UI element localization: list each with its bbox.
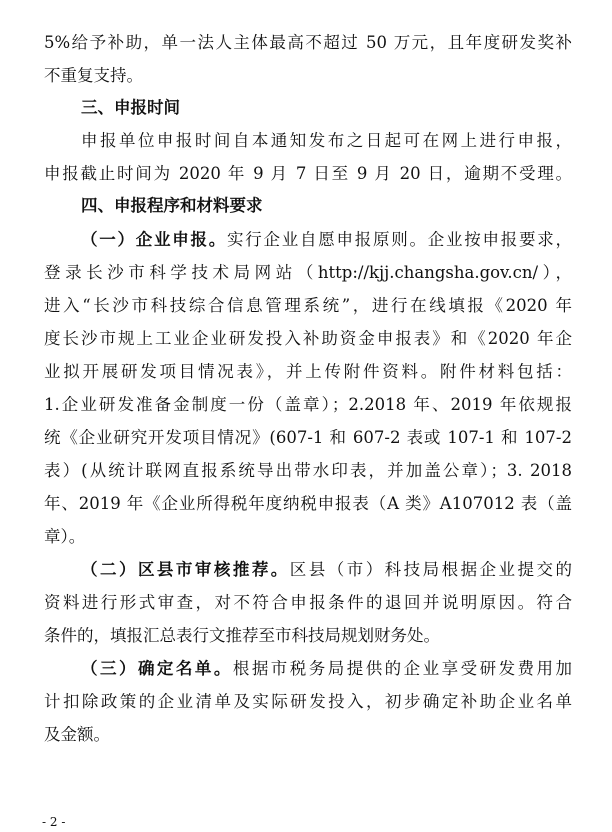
paragraph-line: 年、2019 年《企业所得税年度纳税申报表（A 类》A107012 表（盖 (44, 494, 572, 513)
paragraph-line: 1.企业研发准备金制度一份（盖章）；2.2018 年、2019 年依规报 (44, 395, 572, 414)
paragraph-line (81, 229, 572, 251)
paragraph-text: 实行企业自愿申报原则。企业按申报要求， (227, 230, 572, 249)
paragraph-line: 条件的，填报汇总表行文推荐至市科技局规划财务处。 (44, 626, 440, 645)
paragraph-line: 申报截止时间为 2020 年 9 月 7 日至 9 月 20 日，逾期不受理。 (44, 164, 572, 183)
paragraph-line: 业拟开展研发项目情况表》，并上传附件资料。附件材料包括： (44, 362, 572, 381)
paragraph-line (81, 559, 572, 581)
paragraph-line: 计扣除政策的企业清单及实际研发投入，初步确定补助企业名单 (44, 692, 572, 711)
subheading-district-review: （二）区县市审核推荐。 (81, 560, 290, 579)
paragraph-line: 5%给予补助，单一法人主体最高不超过 50 万元，且年度研发奖补 (44, 33, 572, 52)
paragraph-line: 及金额。 (44, 725, 110, 744)
paragraph-line: 不重复支持。 (44, 66, 143, 85)
paragraph-line: 章）。 (44, 527, 86, 546)
paragraph-line (81, 658, 572, 680)
paragraph-line: 登录长沙市科学技术局网站（http://kjj.changsha.gov.cn/）， (44, 263, 572, 282)
subheading-enterprise-application: （一）企业申报。 (81, 230, 227, 249)
paragraph-line: 度长沙市规上工业企业研发投入补助资金申报表》和《2020 年企 (44, 329, 572, 348)
paragraph-line: 申报单位申报时间自本通知发布之日起可在网上进行申报， (81, 131, 572, 150)
paragraph-line: 统《企业研究开发项目情况》(607-1 和 607-2 表或 107-1 和 107-2 (44, 428, 572, 447)
subheading-confirm-list: （三）确定名单。 (81, 659, 233, 678)
paragraph-line: 进入“长沙市科技综合信息管理系统”，进行在线填报《2020 年 (44, 296, 572, 315)
page-number: - 2 - (42, 815, 66, 829)
paragraph-text: 根据市税务局提供的企业享受研发费用加 (232, 659, 572, 678)
paragraph-line: 表）(从统计联网直报系统导出带水印表，并加盖公章）；3. 2018 (44, 461, 572, 480)
paragraph-text: 区县（市）科技局根据企业提交的 (289, 560, 572, 579)
paragraph-line: 资料进行形式审查，对不符合申报条件的退回并说明原因。符合 (44, 593, 572, 612)
section-heading-procedure: 四、申报程序和材料要求 (81, 196, 263, 215)
section-heading-schedule: 三、申报时间 (81, 98, 180, 117)
